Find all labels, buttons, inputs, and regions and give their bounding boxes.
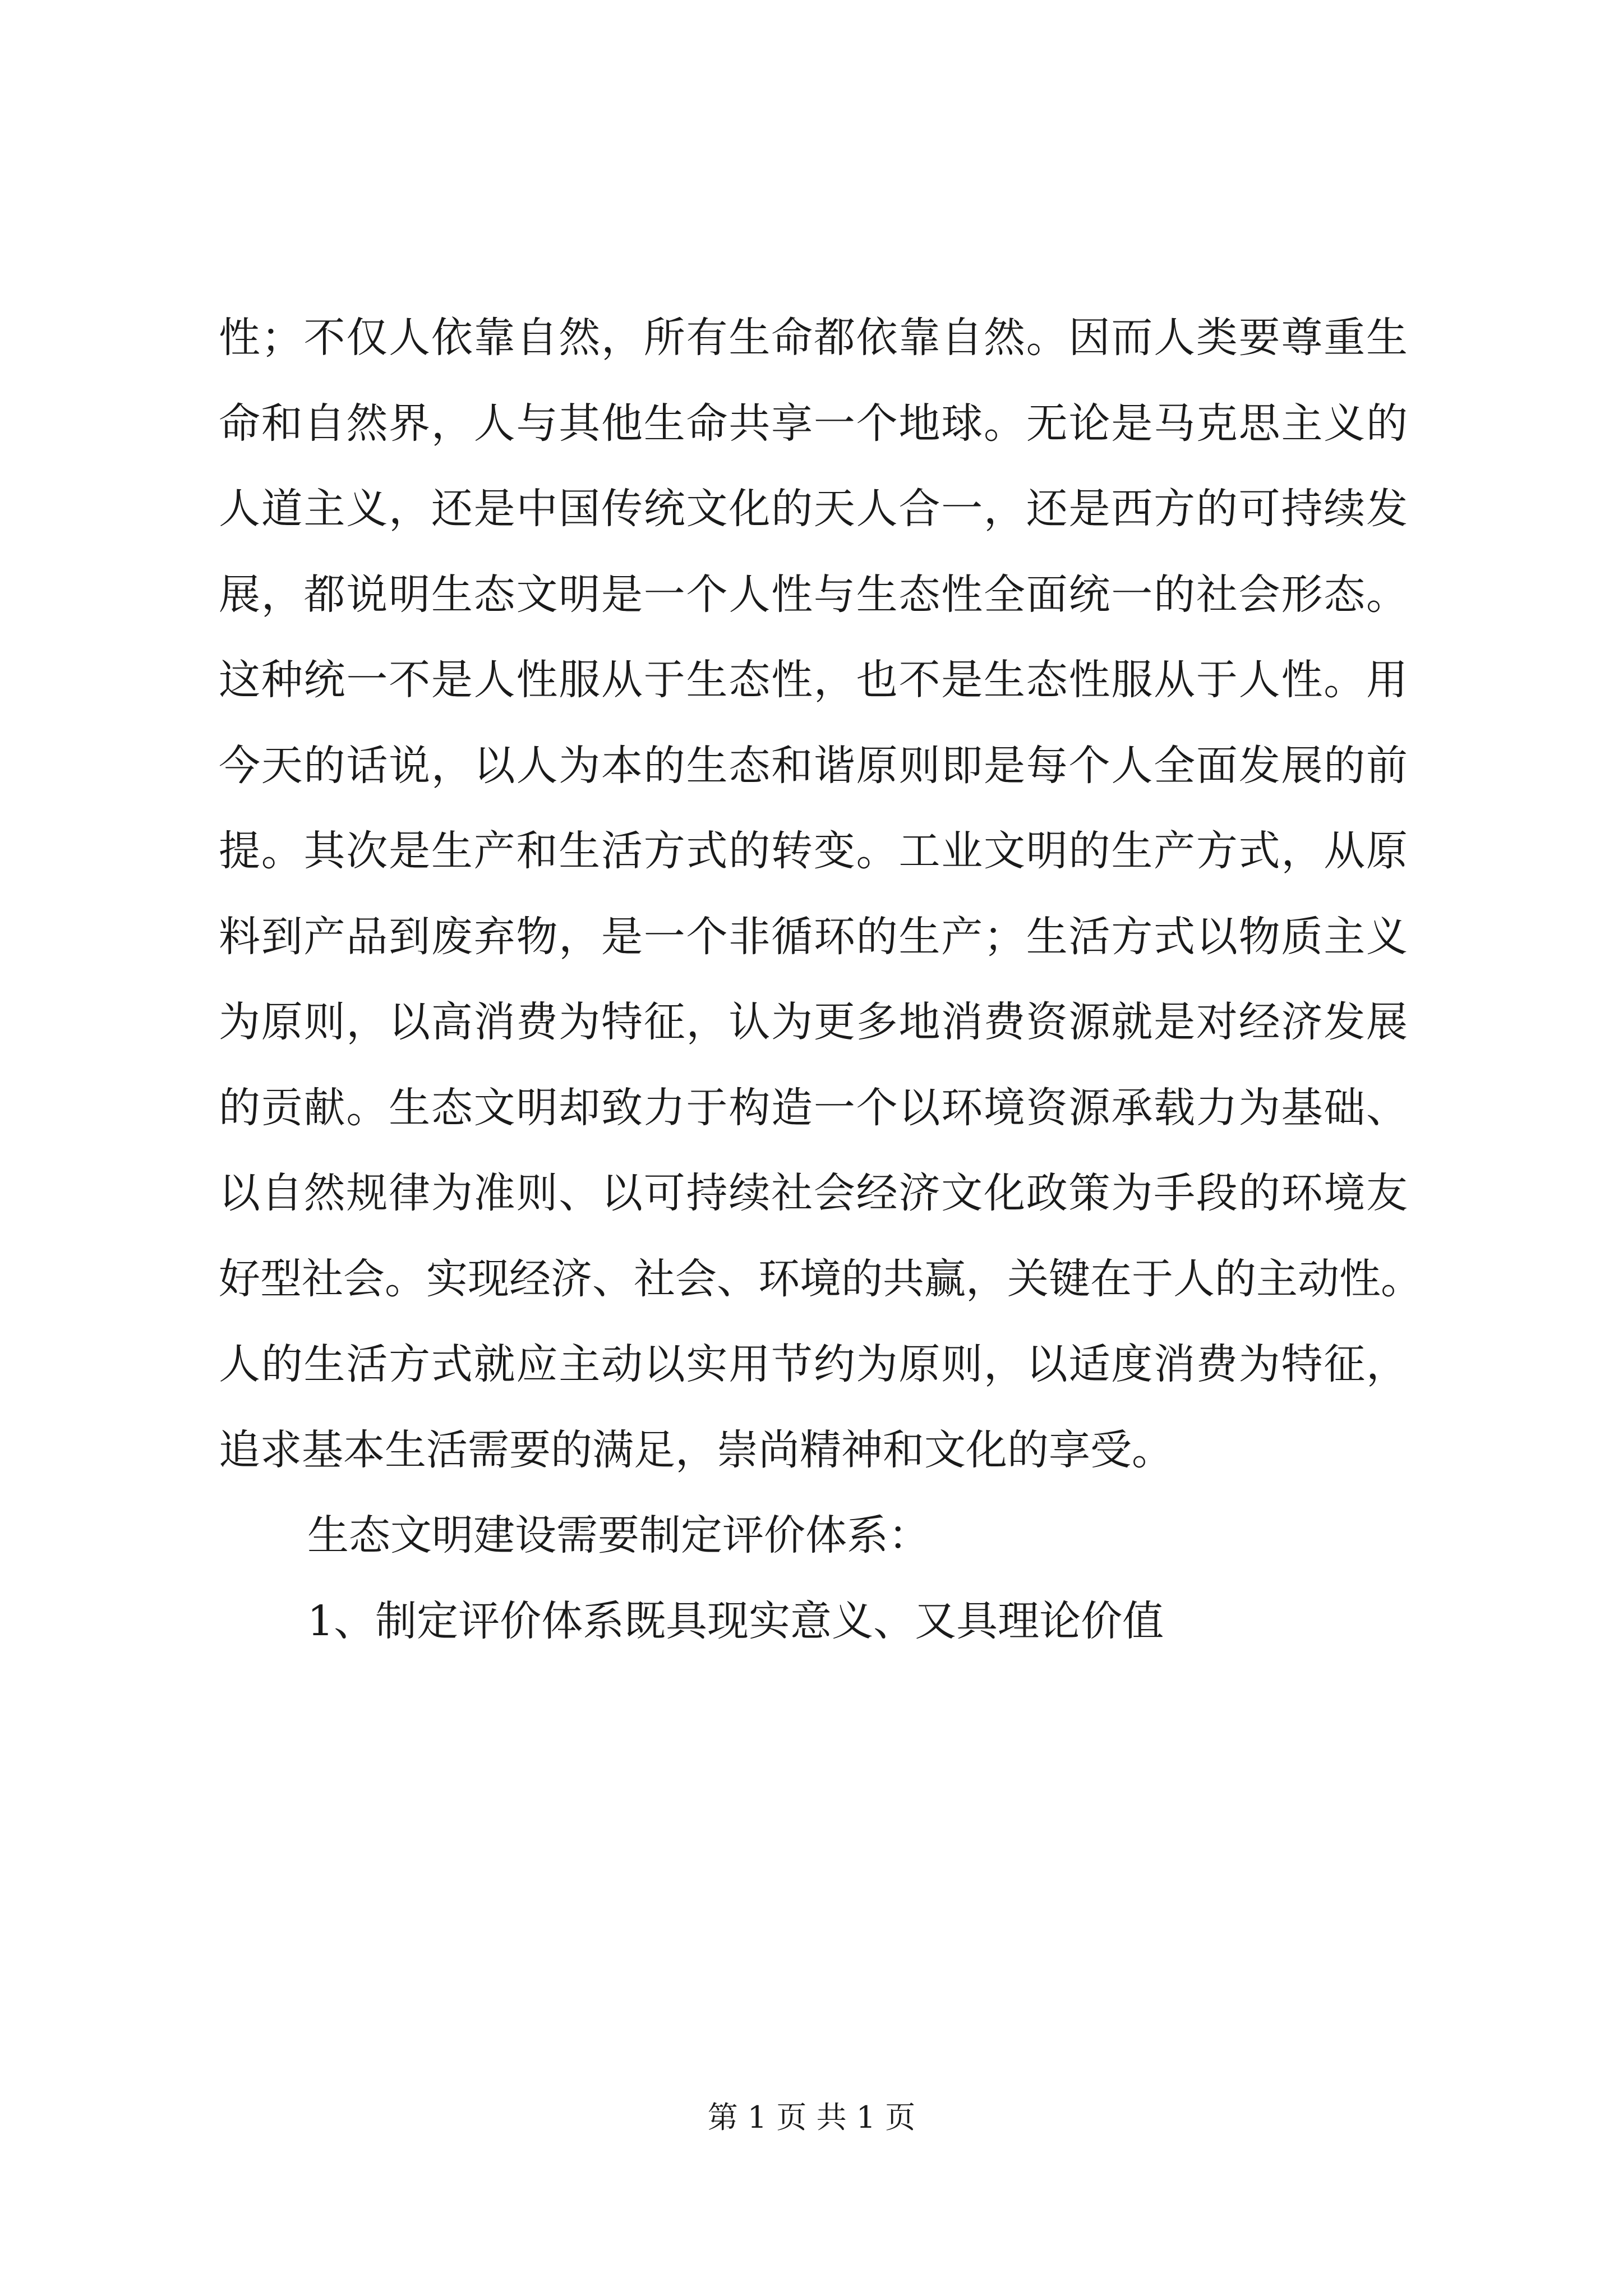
body-line: 性；不仅人依靠自然，所有生命都依靠自然。因而人类要尊重生 (219, 314, 1408, 362)
body-line: 人道主义，还是中国传统文化的天人合一，还是西方的可持续发 (219, 485, 1408, 533)
list-item-1: 1、制定评价体系既具现实意义、又具理论价值 (307, 1597, 1164, 1645)
body-line: 提。其次是生产和生活方式的转变。工业文明的生产方式，从原 (219, 827, 1408, 875)
body-line: 人的生活方式就应主动以实用节约为原则，以适度消费为特征， (219, 1340, 1408, 1388)
body-line: 的贡献。生态文明却致力于构造一个以环境资源承载力为基础、 (219, 1084, 1408, 1132)
body-line: 好型社会。实现经济、社会、环境的共赢，关键在于人的主动性。 (219, 1255, 1422, 1303)
body-line: 以自然规律为准则、以可持续社会经济文化政策为手段的环境友 (219, 1169, 1408, 1217)
section-intro: 生态文明建设需要制定评价体系： (307, 1511, 930, 1559)
body-line: 命和自然界，人与其他生命共享一个地球。无论是马克思主义的 (219, 399, 1408, 448)
body-line: 为原则，以高消费为特征，认为更多地消费资源就是对经济发展 (219, 998, 1408, 1046)
body-line: 展，都说明生态文明是一个人性与生态性全面统一的社会形态。 (219, 570, 1408, 619)
body-line: 料到产品到废弃物，是一个非循环的生产；生活方式以物质主义 (219, 913, 1408, 961)
page-footer: 第 1 页 共 1 页 (707, 2100, 916, 2135)
body-line: 今天的话说，以人为本的生态和谐原则即是每个人全面发展的前 (219, 742, 1408, 790)
body-line: 这种统一不是人性服从于生态性，也不是生态性服从于人性。用 (219, 656, 1408, 704)
body-line: 追求基本生活需要的满足，崇尚精神和文化的享受。 (219, 1426, 1173, 1474)
